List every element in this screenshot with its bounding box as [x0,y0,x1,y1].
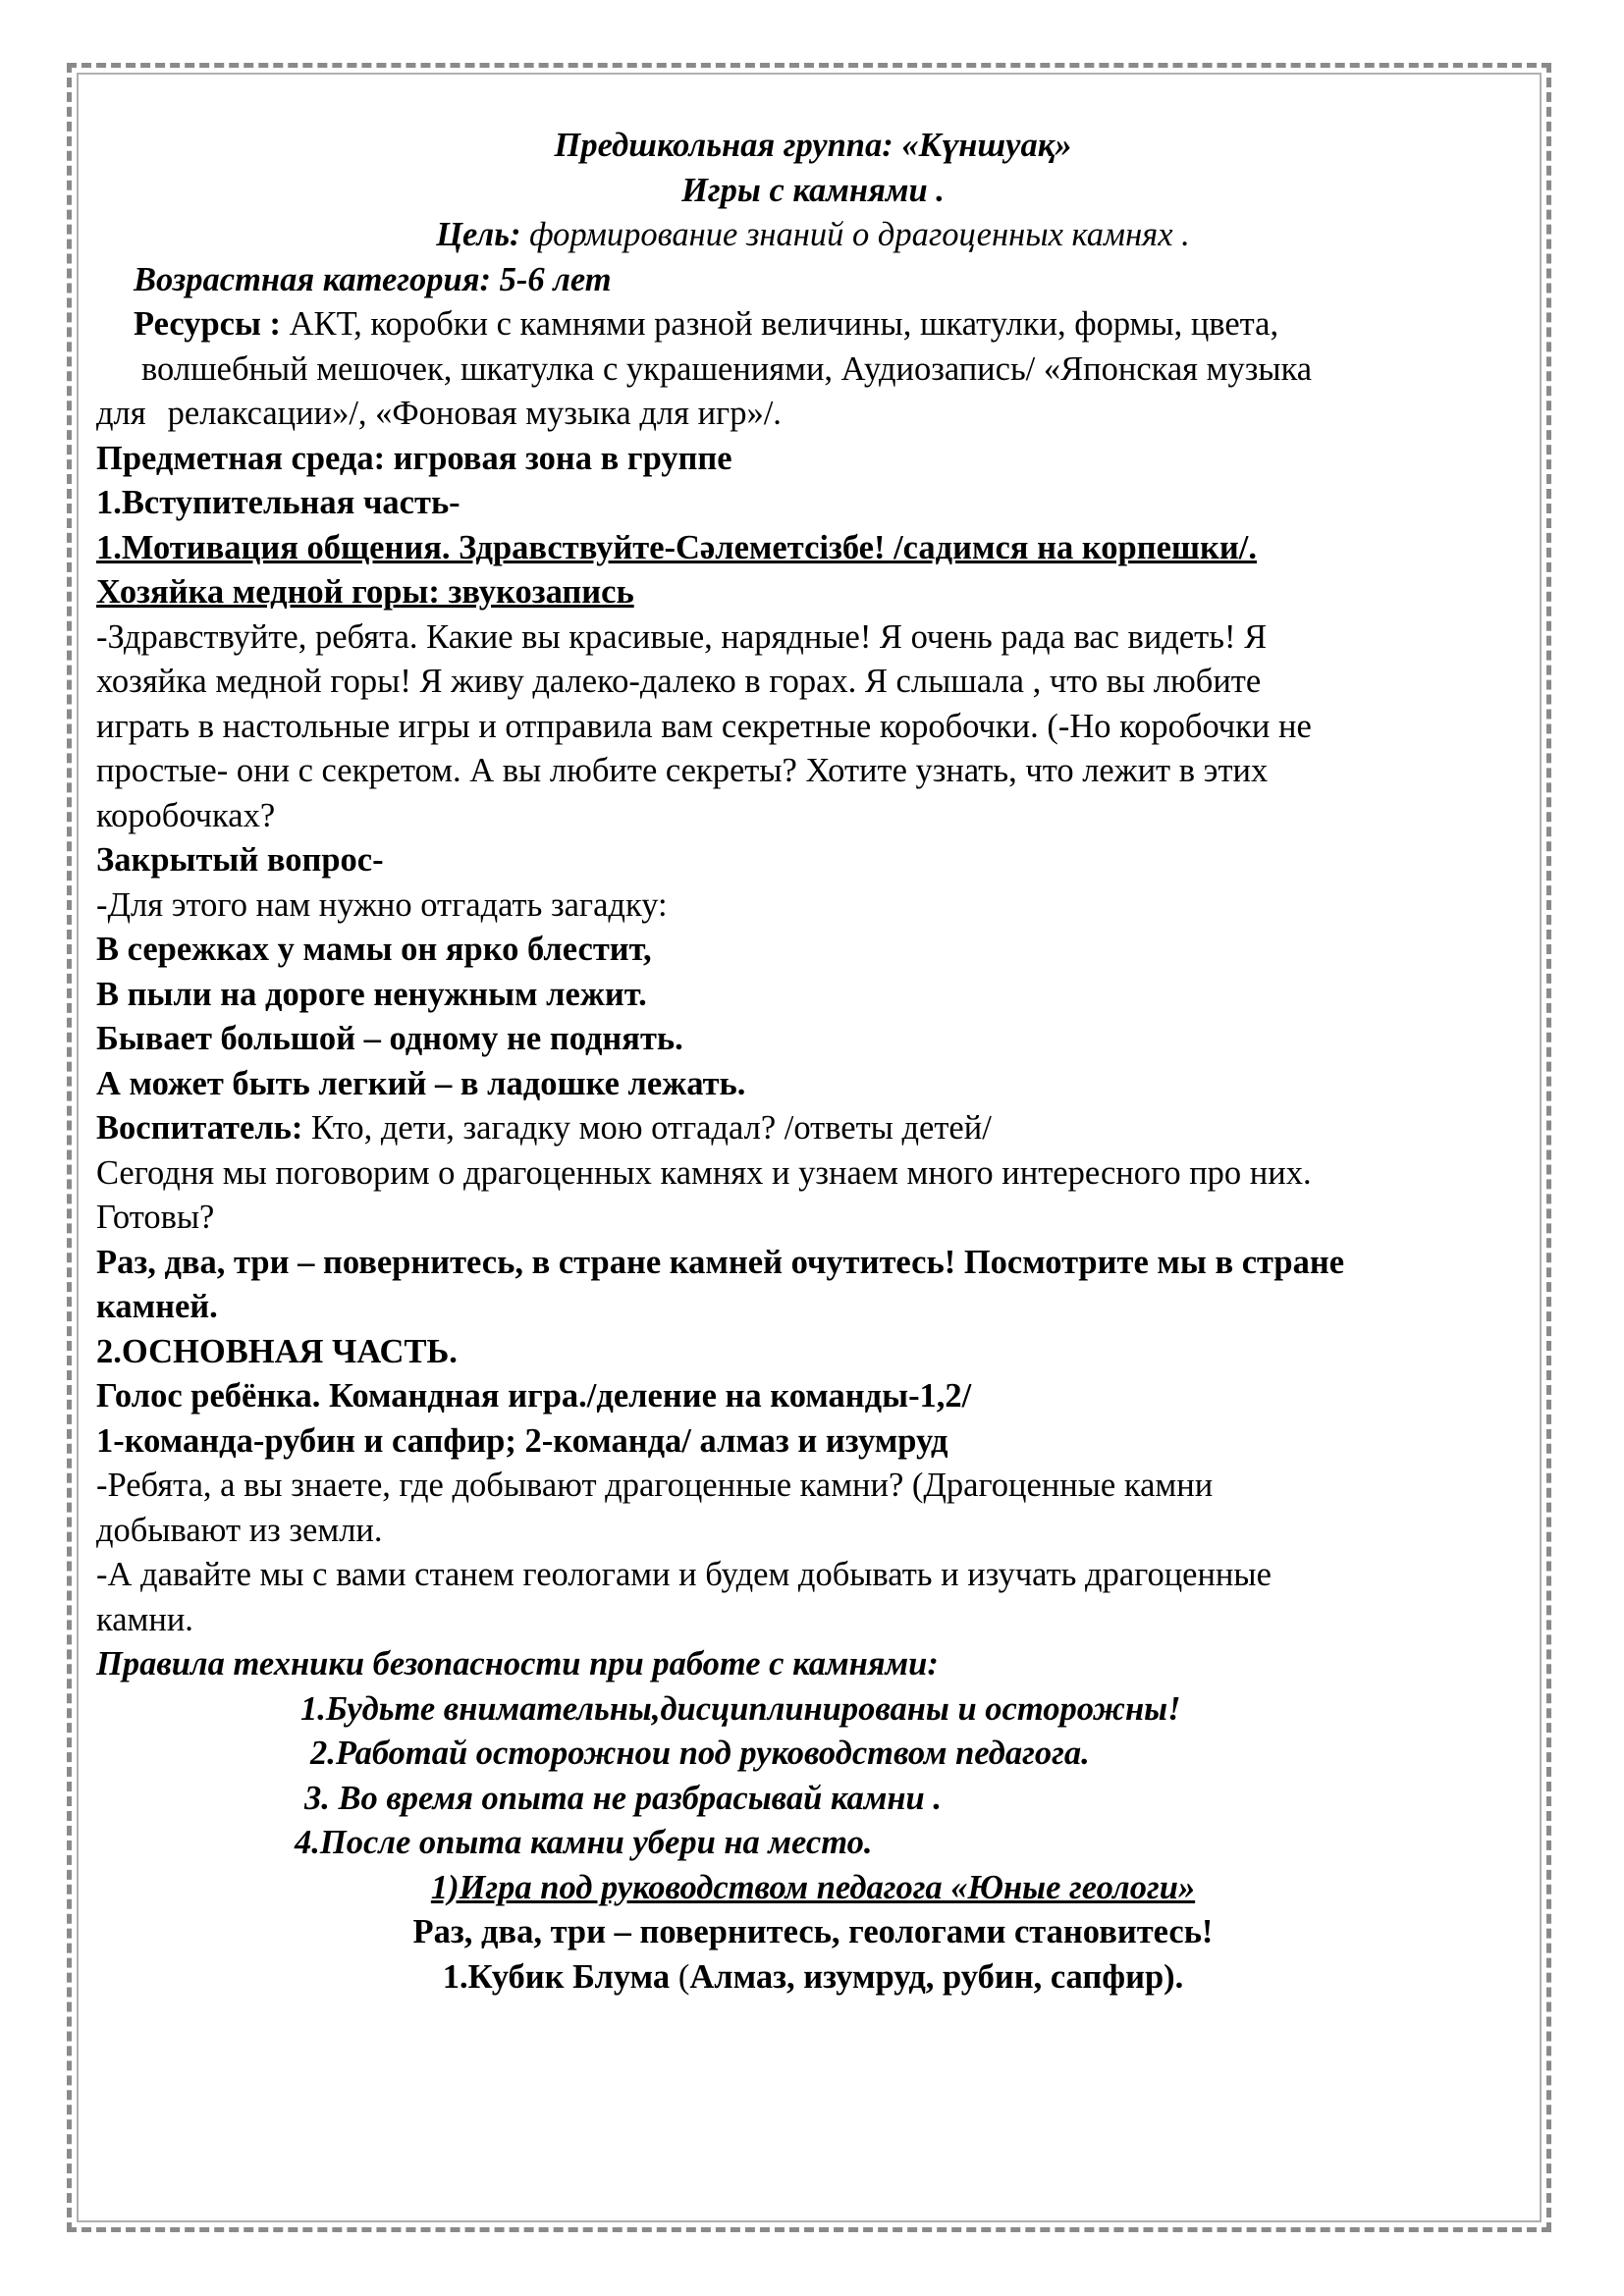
document-body [96,124,1530,2000]
resources-line-1 [96,302,1530,347]
question-line: -Ребята, а вы знаете, где добывают драгоценные камни? (Драгоценные камни [96,1467,1214,1504]
speech-line: хозяйка медной горы! Я живу далеко-далеко в горах. Я слышала , что вы любите [96,663,1262,700]
riddle-line: А может быть легкий – в ладошке лежать. [96,1064,746,1102]
mistress-heading: Хозяйка медной горы: звукозапись [96,573,634,611]
speech-line: -Здравствуйте, ребята. Какие вы красивые, нарядные! Я очень рада вас видеть! Я [96,617,1268,656]
riddle-line: В пыли на дороге ненужным лежит. [96,975,647,1013]
goal-label: Цель: [436,216,521,253]
teams-line: 1-команда-рубин и сапфир; 2-команда/ алмаз и изумруд [96,1421,948,1460]
resources-line-2: волшебный мешочек, шкатулка с украшениями, Аудиозапись/ «Японская музыка [141,349,1313,388]
geologists-line: камни. [96,1600,193,1638]
game-spell: Раз, два, три – повернитесь, геологами становитесь! [412,1913,1214,1950]
rule-item: 2.Работай осторожнои под руководством педагога. [310,1735,1090,1772]
rules-heading: Правила техники безопасности при работе с камнями: [96,1645,939,1682]
teacher-text: Кто, дети, загадку мою отгадал? /ответы детей/ [302,1109,992,1147]
today-line: Сегодня мы поговорим о драгоценных камнях и узнаем много интересного про них. [96,1153,1312,1192]
game-title: 1)Игра под руководством педагога «Юные геологи» [430,1868,1196,1906]
environment-line: Предметная среда: игровая зона в группе [96,439,732,477]
child-voice-line: Голос ребёнка. Командная игра./деление на команды-1,2/ [96,1377,972,1415]
bloom-cube-stones: Алмаз, изумруд, рубин, сапфир). [689,1957,1184,1996]
age-category: Возрастная категория: 5-6 лет [134,260,612,298]
riddle-line: В сережках у мамы он ярко блестит, [96,931,652,968]
teacher-line [96,1106,1530,1151]
today-line: Готовы? [96,1199,215,1236]
lesson-title: Игры с камнями . [681,171,945,209]
spell-line: Раз, два, три – повернитесь, в стране камней очутитесь! Посмотрите мы в стране [96,1243,1345,1281]
riddle-intro: -Для этого нам нужно отгадать загадку: [96,885,668,924]
bloom-cube-paren: ( [670,1957,690,1996]
goal-line [96,213,1530,258]
speech-line: играть в настольные игры и отправила вам секретные коробочки. (-Но коробочки не [96,707,1312,745]
resources-text-1: АКТ, коробки с камнями разной величины, шкатулки, формы, цвета, [281,305,1279,343]
teacher-label: Воспитатель: [96,1109,303,1147]
goal-text: формирование знаний о драгоценных камнях . [520,216,1190,253]
rule-item: 1.Будьте внимательны,дисциплинированы и осторожны! [300,1689,1181,1728]
rule-item: 4.После опыта камни убери на место. [295,1824,873,1861]
resources-text-3a: для [96,395,146,432]
intro-heading: 1.Вступительная часть- [96,484,460,521]
resources-text-3b: релаксации»/, «Фоновая музыка для игр»/. [167,395,782,432]
bloom-cube-label: 1.Кубик Блума [442,1957,671,1996]
closed-question-heading: Закрытый вопрос- [96,841,384,879]
geologists-line: -А давайте мы с вами станем геологами и будем добывать и изучать драгоценные [96,1556,1272,1593]
motivation-line: 1.Мотивация общения. Здравствуйте-Сәлеметсізбе! /садимся на корпешки/. [96,528,1257,566]
question-line: добывают из земли. [96,1511,383,1549]
group-title: Предшкольная группа: «Күншуақ» [554,127,1072,164]
riddle-line: Бывает большой – одному не поднять. [96,1020,683,1057]
speech-line: коробочках? [96,796,276,834]
resources-label: Ресурсы : [134,305,282,343]
spell-line: камней. [96,1288,218,1325]
main-heading: 2.ОСНОВНАЯ ЧАСТЬ. [96,1332,458,1370]
resources-line-3 [96,392,1530,437]
speech-line: простые- они с секретом. А вы любите секреты? Хотите узнать, что лежит в этих [96,752,1269,789]
bloom-cube-line [96,1955,1530,2001]
rule-item: 3. Во время опыта не разбрасывай камни . [304,1779,942,1817]
